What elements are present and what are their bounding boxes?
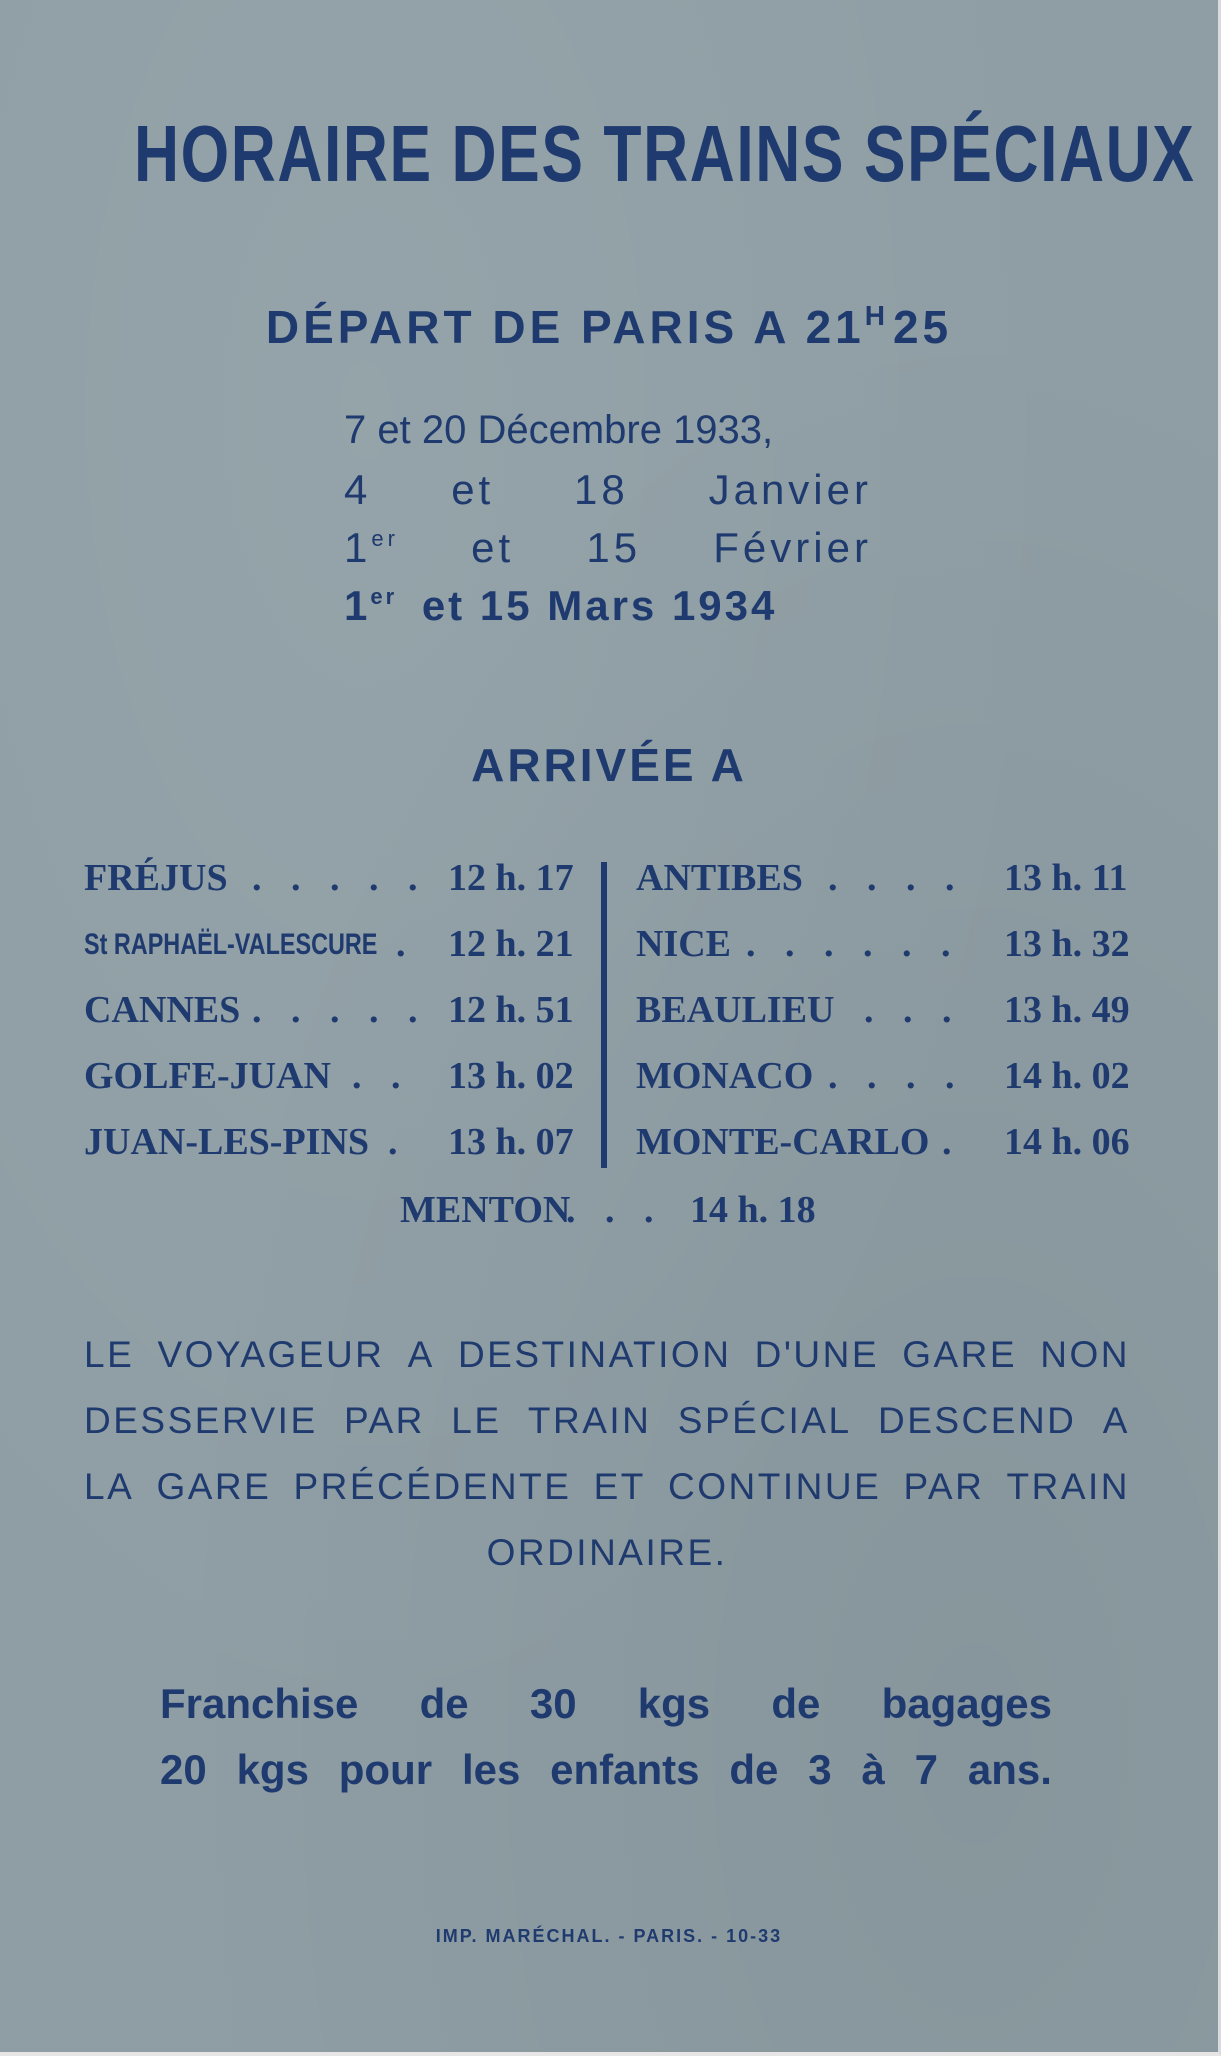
arrival-time: 13 h. 11: [1004, 857, 1128, 899]
leader-dots: . . . . .: [252, 857, 428, 899]
station-name: NICE: [636, 923, 732, 965]
notice-word: LE: [451, 1400, 502, 1441]
station-row: [636, 1120, 1136, 1170]
column-divider: [601, 862, 607, 1168]
date-word: 18: [574, 466, 629, 513]
notice-line-1: [84, 1334, 1130, 1376]
date-line-2: [344, 466, 872, 514]
notice-line-2: [84, 1400, 1130, 1442]
arrival-time: 14 h. 02: [1004, 1055, 1130, 1097]
notice-word: DESCEND: [877, 1400, 1077, 1441]
date-word: 15: [586, 524, 642, 571]
departure-hour-mark: H: [864, 300, 889, 331]
notice-word: VOYAGEUR: [157, 1334, 385, 1375]
notice-word: NON: [1040, 1334, 1130, 1375]
baggage-word: bagages: [881, 1680, 1052, 1727]
baggage-word: enfants: [550, 1746, 700, 1793]
date-number: 1: [344, 524, 372, 571]
station-name: ANTIBES: [636, 857, 803, 899]
station-name: BEAULIEU: [636, 989, 835, 1031]
station-name: St RAPHAËL-VALESCURE: [84, 928, 378, 961]
station-name: GOLFE-JUAN: [84, 1055, 331, 1097]
date-line-4: [344, 582, 872, 630]
baggage-word: 3: [808, 1746, 832, 1793]
date-word: 4: [344, 466, 372, 513]
notice-word: A: [407, 1334, 435, 1375]
arrival-time: 13 h. 49: [1004, 989, 1130, 1031]
station-name: MONACO: [636, 1055, 814, 1097]
arrival-heading: ARRIVÉE A: [471, 739, 747, 791]
station-name: JUAN-LES-PINS: [84, 1121, 370, 1163]
departure-line: [0, 300, 1218, 354]
notice-word: PAR: [344, 1400, 425, 1441]
leader-dots: .: [388, 1121, 408, 1163]
date-ordinal: er: [370, 584, 398, 609]
station-row: [84, 856, 584, 906]
station-row: [400, 1188, 840, 1238]
notice-word: DESSERVIE: [84, 1400, 318, 1441]
station-row: [84, 1054, 584, 1104]
date-word: Février: [713, 524, 872, 571]
notice-word: GARE: [156, 1466, 272, 1507]
station-name: CANNES: [84, 989, 241, 1031]
notice-word: ET: [593, 1466, 646, 1507]
baggage-word: pour: [338, 1746, 433, 1793]
date-ordinal: er: [371, 526, 399, 551]
baggage-word: ans.: [967, 1746, 1052, 1793]
notice-word: A: [1102, 1400, 1130, 1441]
arrival-time: 13 h. 02: [448, 1055, 574, 1097]
notice-word: LE: [84, 1334, 135, 1375]
leader-dots: . . .: [864, 989, 962, 1031]
station-row: [636, 856, 1136, 906]
date-word: [344, 524, 399, 572]
station-row: [84, 922, 584, 972]
arrival-time: 14 h. 06: [1004, 1121, 1130, 1163]
baggage-word: de: [419, 1680, 469, 1727]
notice-word: SPÉCIAL: [677, 1400, 852, 1441]
station-row: [636, 922, 1136, 972]
baggage-word: 30: [529, 1680, 577, 1727]
station-name: FRÉJUS: [84, 857, 228, 899]
baggage-word: de: [771, 1680, 821, 1727]
arrival-time: 12 h. 17: [448, 857, 574, 899]
leader-dots: . . .: [566, 1189, 664, 1231]
arrival-time: 14 h. 18: [690, 1189, 816, 1231]
notice-word: DESTINATION: [457, 1334, 732, 1375]
notice-line-3: [84, 1466, 1130, 1508]
notice-word: PRÉCÉDENTE: [293, 1466, 572, 1507]
page-title: HORAIRE DES TRAINS SPÉCIAUX: [133, 109, 1196, 198]
date-number: 1: [344, 582, 371, 629]
arrival-time: 12 h. 51: [448, 989, 574, 1031]
baggage-word: kgs: [236, 1746, 309, 1793]
leader-dots: . . . .: [828, 857, 965, 899]
leader-dots: .: [942, 1121, 962, 1163]
baggage-word: kgs: [637, 1680, 711, 1727]
departure-prefix: DÉPART DE PARIS A 21: [265, 301, 865, 353]
baggage-line-2: [160, 1746, 1052, 1794]
date-word: et: [471, 524, 515, 571]
station-row: [636, 1054, 1136, 1104]
date-word: et: [451, 466, 495, 513]
departure-minutes: 25: [892, 301, 953, 353]
baggage-word: à: [861, 1746, 885, 1793]
notice-word: CONTINUE: [668, 1466, 882, 1507]
arrival-time: 13 h. 32: [1004, 923, 1130, 965]
printer-imprint: IMP. MARÉCHAL. - PARIS. - 10-33: [435, 1926, 783, 1946]
baggage-word: 7: [914, 1746, 938, 1793]
leader-dots: . . . . . .: [746, 923, 961, 965]
notice-word: LA: [84, 1466, 135, 1507]
station-name: MONTE-CARLO: [636, 1121, 930, 1163]
notice-word: PAR: [903, 1466, 985, 1507]
notice-line-4: [84, 1532, 1130, 1574]
date-word: et 15 Mars 1934: [421, 582, 778, 629]
date-line-1: 7 et 20 Décembre 1933,: [344, 408, 774, 452]
notice-word: ORDINAIRE.: [486, 1532, 728, 1573]
notice-word: D'UNE: [754, 1334, 880, 1375]
arrival-time: 13 h. 07: [448, 1121, 574, 1163]
notice-word: TRAIN: [527, 1400, 652, 1441]
station-row: [84, 1120, 584, 1170]
arrival-time: 12 h. 21: [448, 923, 574, 965]
date-line-3: [344, 524, 872, 572]
baggage-word: 20: [160, 1746, 207, 1793]
station-row: [84, 988, 584, 1038]
leader-dots: . . . . .: [252, 989, 428, 1031]
baggage-line-1: [160, 1680, 1052, 1728]
notice-word: TRAIN: [1006, 1466, 1130, 1507]
date-word: Janvier: [708, 466, 872, 513]
baggage-word: Franchise: [160, 1680, 359, 1727]
baggage-word: de: [729, 1746, 779, 1793]
leader-dots: . . . .: [828, 1055, 965, 1097]
leader-dots: . .: [352, 1055, 411, 1097]
leader-dots: .: [396, 923, 416, 965]
station-name: MENTON: [400, 1189, 571, 1231]
station-row: [636, 988, 1136, 1038]
notice-word: GARE: [902, 1334, 1018, 1375]
baggage-word: les: [461, 1746, 521, 1793]
